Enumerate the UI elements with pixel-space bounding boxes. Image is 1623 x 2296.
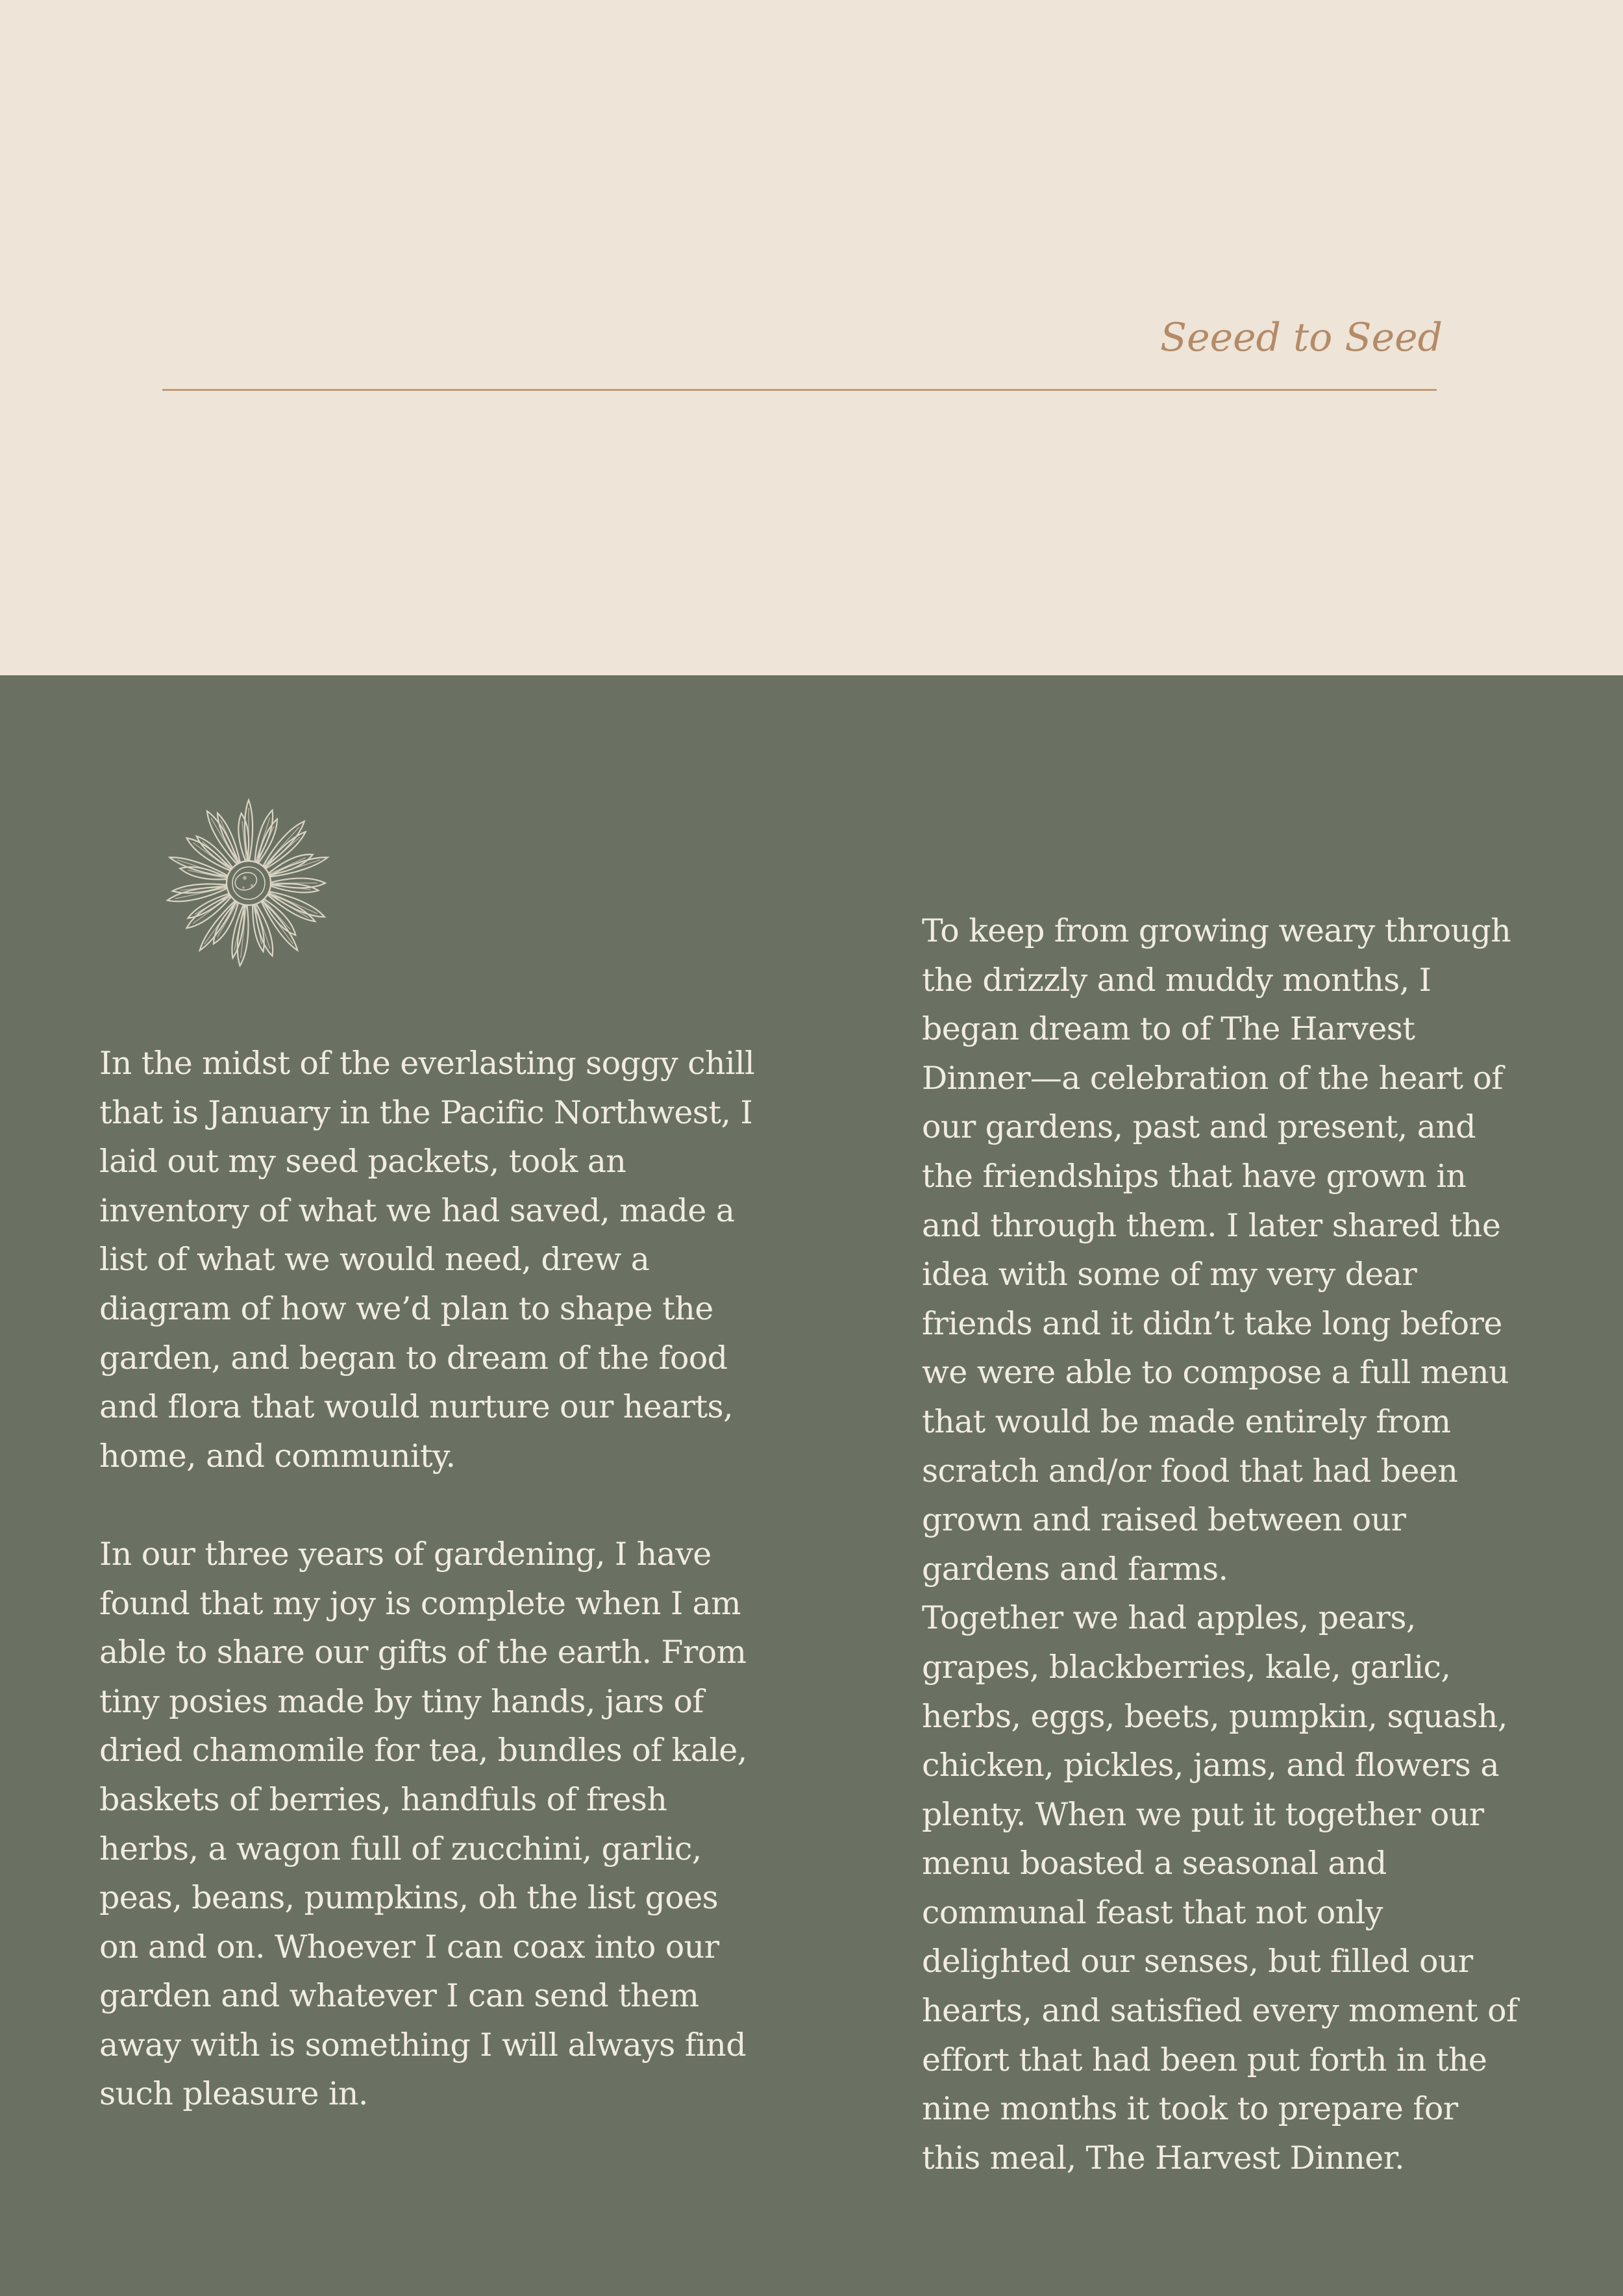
header-divider [162, 389, 1437, 391]
right-column-text [922, 906, 1518, 2182]
text-line: home, and community. [99, 1437, 456, 1475]
text-line: the friendships that have grown in [922, 1157, 1467, 1195]
right-paragraph-2 [922, 1593, 1518, 2182]
text-line: friends and it didn’t take long before [922, 1304, 1502, 1342]
sunflower-icon [158, 792, 340, 974]
text-line: menu boasted a seasonal and [922, 1845, 1387, 1882]
text-line: garden and whatever I can send them [99, 1977, 699, 2015]
text-line: grapes, blackberries, kale, garlic, [922, 1648, 1451, 1686]
text-line: In the midst of the everlasting soggy chill [99, 1045, 755, 1082]
brand-title: Seeed to Seed [1160, 315, 1443, 360]
left-column-text [99, 1039, 754, 2119]
text-line: Dinner—a celebration of the heart of [922, 1059, 1503, 1097]
left-paragraph-1 [99, 1039, 754, 1480]
text-line: To keep from growing weary through [922, 912, 1511, 949]
text-line: effort that had been put forth in the [922, 2041, 1487, 2078]
text-line: peas, beans, pumpkins, oh the list goes [99, 1879, 719, 1917]
text-line: tiny posies made by tiny hands, jars of [99, 1682, 704, 1720]
text-line: this meal, The Harvest Dinner. [922, 2139, 1405, 2177]
text-line: our gardens, past and present, and [922, 1108, 1476, 1146]
text-line: idea with some of my very dear [922, 1256, 1417, 1293]
text-line: able to share our gifts of the earth. From [99, 1634, 747, 1671]
text-line: plenty. When we put it together our [922, 1795, 1484, 1833]
text-line: on and on. Whoever I can coax into our [99, 1928, 719, 1965]
text-line: began dream to of The Harvest [922, 1010, 1415, 1048]
paragraph-spacer [99, 1480, 754, 1530]
text-line: gardens and farms. [922, 1550, 1228, 1588]
text-line: found that my joy is complete when I am [99, 1584, 741, 1622]
text-line: herbs, a wagon full of zucchini, garlic, [99, 1830, 702, 1867]
text-line: that would be made entirely from [922, 1403, 1451, 1440]
text-line: we were able to compose a full menu [922, 1354, 1509, 1391]
text-line: dried chamomile for tea, bundles of kale, [99, 1732, 747, 1769]
text-line: and through them. I later shared the [922, 1206, 1501, 1244]
text-line: the drizzly and muddy months, I [922, 961, 1431, 999]
right-paragraph-1 [922, 906, 1518, 1593]
text-line: grown and raised between our [922, 1501, 1406, 1539]
text-line: list of what we would need, drew a [99, 1241, 650, 1279]
text-line: garden, and began to dream of the food [99, 1339, 728, 1377]
text-line: delighted our senses, but filled our [922, 1943, 1473, 1980]
header-section [0, 0, 1623, 675]
text-line: hearts, and satisfied every moment of [922, 1992, 1518, 2030]
text-line: In our three years of gardening, I have [99, 1535, 712, 1573]
text-line: herbs, eggs, beets, pumpkin, squash, [922, 1697, 1507, 1735]
text-line: communal feast that not only [922, 1893, 1383, 1931]
text-line: that is January in the Pacific Northwest, I [99, 1093, 753, 1131]
text-line: chicken, pickles, jams, and flowers a [922, 1747, 1499, 1784]
text-line: such pleasure in. [99, 2075, 368, 2113]
text-line: and flora that would nurture our hearts, [99, 1388, 734, 1426]
text-line: inventory of what we had saved, made a [99, 1192, 735, 1229]
text-line: diagram of how we’d plan to shape the [99, 1290, 713, 1327]
left-paragraph-2 [99, 1530, 754, 2119]
text-line: Together we had apples, pears, [922, 1599, 1416, 1637]
text-line: scratch and/or food that had been [922, 1452, 1458, 1490]
text-line: nine months it took to prepare for [922, 2090, 1458, 2128]
text-line: away with is something I will always find [99, 2026, 747, 2064]
text-line: baskets of berries, handfuls of fresh [99, 1780, 667, 1818]
text-line: laid out my seed packets, took an [99, 1143, 626, 1180]
